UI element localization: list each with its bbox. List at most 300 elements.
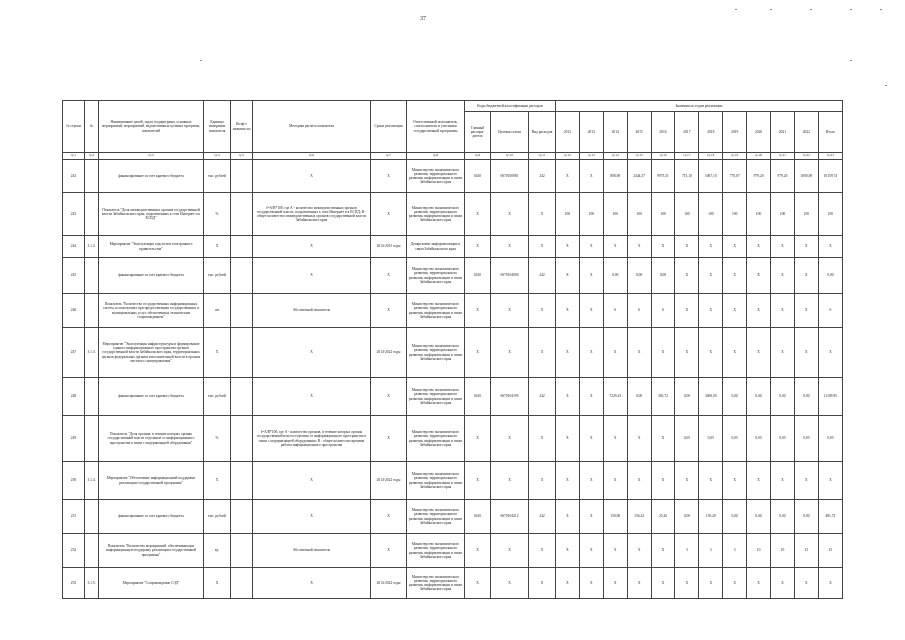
cell-year-value: X bbox=[556, 294, 580, 328]
cell-year-value: X bbox=[699, 236, 723, 258]
cell-term: 2014-2022 годы bbox=[371, 568, 407, 599]
cell-year-value: X bbox=[579, 294, 603, 328]
header-year: 2017 bbox=[675, 112, 699, 153]
cell-year-value: X bbox=[675, 568, 699, 599]
cell-glav: X bbox=[465, 534, 491, 568]
cell-year-value: X bbox=[723, 236, 747, 258]
cell-year-value: X bbox=[818, 328, 842, 378]
cell-n bbox=[85, 160, 99, 193]
header-year: 2022 bbox=[794, 112, 818, 153]
cell-year-value: 100 bbox=[699, 193, 723, 236]
header-term: Сроки реализации bbox=[371, 101, 407, 153]
cell-glav: X bbox=[465, 462, 491, 500]
cell-year-value: X bbox=[556, 378, 580, 416]
table-row bbox=[63, 534, 843, 568]
column-number: гр.22 bbox=[794, 153, 818, 160]
cell-year-value: 11109,95 bbox=[818, 378, 842, 416]
cell-year-value: X bbox=[794, 568, 818, 599]
cell-cs: X bbox=[491, 236, 529, 258]
cell-year-value: 0,00 bbox=[747, 378, 771, 416]
cell-year-value: 0,00 bbox=[818, 258, 842, 294]
cell-n: 3.1.3. bbox=[85, 328, 99, 378]
cell-resp: Министерство экономического развития, территориального развития, информатизации и связи Забайкальского края bbox=[407, 258, 465, 294]
table-row bbox=[63, 160, 843, 193]
cell-glav: X bbox=[465, 294, 491, 328]
cell-year-value: X bbox=[556, 258, 580, 294]
cell-vr: X bbox=[529, 462, 556, 500]
cell-year-value: 3 bbox=[723, 534, 747, 568]
cell-year-value: 10 bbox=[771, 534, 795, 568]
cell-year-value: 0,00 bbox=[723, 500, 747, 534]
cell-year-value: X bbox=[579, 328, 603, 378]
cell-cs: X bbox=[491, 193, 529, 236]
cell-glav: 0410 bbox=[465, 258, 491, 294]
cell-year-value: X bbox=[579, 568, 603, 599]
cell-year-value: 0,00 bbox=[771, 378, 795, 416]
cell-coef bbox=[231, 258, 253, 294]
cell-coef bbox=[231, 160, 253, 193]
cell-coef bbox=[231, 236, 253, 258]
cell-unit: % bbox=[204, 416, 231, 462]
cell-year-value: X bbox=[651, 328, 675, 378]
cell-method: X bbox=[253, 500, 371, 534]
cell-vr: 242 bbox=[529, 500, 556, 534]
cell-no: 246 bbox=[63, 294, 85, 328]
cell-year-value: 3 bbox=[675, 534, 699, 568]
cell-year-value: X bbox=[723, 568, 747, 599]
cell-method: X bbox=[253, 328, 371, 378]
cell-unit: шт bbox=[204, 294, 231, 328]
cell-vr: X bbox=[529, 534, 556, 568]
cell-year-value: 6 bbox=[651, 294, 675, 328]
column-number: гр.2 bbox=[85, 153, 99, 160]
column-number: гр.17 bbox=[675, 153, 699, 160]
cell-coef bbox=[231, 416, 253, 462]
cell-year-value: X bbox=[771, 328, 795, 378]
cell-year-value: X bbox=[818, 236, 842, 258]
cell-year-value: 808,00 bbox=[603, 160, 627, 193]
cell-year-value: X bbox=[603, 568, 627, 599]
cell-year-value: X bbox=[651, 534, 675, 568]
column-number: гр.4 bbox=[204, 153, 231, 160]
cell-year-value: 9975,51 bbox=[651, 160, 675, 193]
cell-year-value: X bbox=[651, 568, 675, 599]
cell-year-value: X bbox=[603, 462, 627, 500]
column-number: гр.5 bbox=[231, 153, 253, 160]
column-number: гр.14 bbox=[603, 153, 627, 160]
header-year: 2014 bbox=[603, 112, 627, 153]
column-number: гр.23 bbox=[818, 153, 842, 160]
cell-year-value: X bbox=[771, 236, 795, 258]
cell-year-value: X bbox=[699, 294, 723, 328]
cell-year-value: X bbox=[603, 236, 627, 258]
cell-coef bbox=[231, 462, 253, 500]
cell-name: Мероприятие "Сопровождение СЭД" bbox=[99, 568, 204, 599]
cell-year-value: X bbox=[723, 294, 747, 328]
cell-unit: ед. bbox=[204, 534, 231, 568]
column-number: гр.15 bbox=[627, 153, 651, 160]
column-number: гр.11 bbox=[529, 153, 556, 160]
cell-year-value: 100 bbox=[723, 193, 747, 236]
cell-glav: X bbox=[465, 416, 491, 462]
cell-year-value: X bbox=[794, 462, 818, 500]
cell-year-value: X bbox=[556, 160, 580, 193]
cell-year-value: X bbox=[627, 416, 651, 462]
cell-n: 3.1.5. bbox=[85, 568, 99, 599]
cell-glav: X bbox=[465, 193, 491, 236]
cell-year-value: 7229,23 bbox=[603, 378, 627, 416]
cell-year-value: 100 bbox=[651, 193, 675, 236]
cell-term: X bbox=[371, 416, 407, 462]
cell-name: Мероприятие "Эксплуатация подсистем электронного правительства" bbox=[99, 236, 204, 258]
cell-year-value: X bbox=[675, 328, 699, 378]
cell-year-value: X bbox=[794, 328, 818, 378]
cell-no: 248 bbox=[63, 378, 85, 416]
cell-year-value: X bbox=[556, 328, 580, 378]
column-number: гр.9 bbox=[465, 153, 491, 160]
cell-year-value: 3400,00 bbox=[699, 378, 723, 416]
header-year: 2019 bbox=[723, 112, 747, 153]
cell-n bbox=[85, 534, 99, 568]
cell-vr: 242 bbox=[529, 160, 556, 193]
cell-method: Абсолютный показатель bbox=[253, 534, 371, 568]
cell-year-value: X bbox=[579, 258, 603, 294]
cell-unit: X bbox=[204, 462, 231, 500]
cell-year-value: 10159,74 bbox=[818, 160, 842, 193]
cell-year-value: 0,00 bbox=[747, 500, 771, 534]
cell-year-value: X bbox=[771, 258, 795, 294]
cell-unit: X bbox=[204, 328, 231, 378]
cell-method: X bbox=[253, 378, 371, 416]
cell-n: 3.1.4. bbox=[85, 462, 99, 500]
cell-term: X bbox=[371, 160, 407, 193]
cell-n bbox=[85, 258, 99, 294]
cell-year-value: 0,05 bbox=[675, 416, 699, 462]
cell-year-value: X bbox=[675, 258, 699, 294]
cell-year-value: 0,00 bbox=[675, 378, 699, 416]
cell-vr: 242 bbox=[529, 258, 556, 294]
cell-cs: X bbox=[491, 328, 529, 378]
cell-method: I=A/B*100, где А - количество органов, в течение которых органы государственной власти отделены от информационного пространства в связи с модернизацией оборудования; В - общее количество времени работы информационного пространства bbox=[253, 416, 371, 462]
cell-n bbox=[85, 378, 99, 416]
cell-year-value: X bbox=[771, 462, 795, 500]
cell-year-value: X bbox=[579, 160, 603, 193]
cell-unit: % bbox=[204, 193, 231, 236]
cell-year-value: X bbox=[723, 462, 747, 500]
header-responsible: Ответственный исполнитель, соисполнитель и участники государственной программы bbox=[407, 101, 465, 153]
cell-year-value: X bbox=[579, 378, 603, 416]
cell-n bbox=[85, 500, 99, 534]
cell-glav: X bbox=[465, 568, 491, 599]
cell-year-value: X bbox=[747, 294, 771, 328]
cell-year-value: 0,05 bbox=[771, 416, 795, 462]
cell-year-value: 15 bbox=[794, 534, 818, 568]
cell-no: 244 bbox=[63, 236, 85, 258]
cell-year-value: X bbox=[747, 568, 771, 599]
cell-year-value: X bbox=[627, 328, 651, 378]
cell-term: X bbox=[371, 378, 407, 416]
header-codes-group: Коды бюджетной классификации расходов bbox=[465, 101, 556, 112]
program-table bbox=[62, 100, 843, 599]
cell-term: 2014-2015 годы bbox=[371, 236, 407, 258]
cell-no: 243 bbox=[63, 160, 85, 193]
cell-resp: Министерство экономического развития, территориального развития, информатизации и связи Забайкальского края bbox=[407, 193, 465, 236]
cell-no: 251 bbox=[63, 500, 85, 534]
cell-method: Абсолютный показатель bbox=[253, 294, 371, 328]
cell-year-value: 0,05 bbox=[747, 416, 771, 462]
cell-term: X bbox=[371, 258, 407, 294]
header-year: 2015 bbox=[627, 112, 651, 153]
header-year: 2016 bbox=[651, 112, 675, 153]
cell-vr: X bbox=[529, 416, 556, 462]
cell-year-value: 0,00 bbox=[675, 500, 699, 534]
cell-year-value: 3 bbox=[699, 534, 723, 568]
cell-year-value: X bbox=[747, 258, 771, 294]
cell-year-value: X bbox=[747, 236, 771, 258]
column-number: гр.16 bbox=[651, 153, 675, 160]
cell-method: X bbox=[253, 160, 371, 193]
cell-method: X bbox=[253, 462, 371, 500]
cell-n bbox=[85, 416, 99, 462]
table-row bbox=[63, 193, 843, 236]
column-number: гр.20 bbox=[747, 153, 771, 160]
cell-year-value: X bbox=[723, 258, 747, 294]
cell-resp: Министерство экономического развития, территориального развития, информатизации и связи Забайкальского края bbox=[407, 500, 465, 534]
cell-year-value: X bbox=[556, 416, 580, 462]
cell-coef bbox=[231, 294, 253, 328]
table-row bbox=[63, 378, 843, 416]
cell-vr: 242 bbox=[529, 378, 556, 416]
cell-year-value: 100 bbox=[794, 193, 818, 236]
cell-year-value: 0,00 bbox=[723, 378, 747, 416]
header-year: 2021 bbox=[771, 112, 795, 153]
cell-year-value: 100 bbox=[818, 193, 842, 236]
cell-year-value: 0,05 bbox=[794, 416, 818, 462]
header-year: 2013 bbox=[579, 112, 603, 153]
header-name: Наименование целей, задач, подпрограмм, основных мероприятий, мероприятий, ведомственных целевых программ, показателей bbox=[99, 101, 204, 153]
cell-cs: X bbox=[491, 294, 529, 328]
cell-cs: X bbox=[491, 568, 529, 599]
cell-coef bbox=[231, 378, 253, 416]
header-year: 2018 bbox=[699, 112, 723, 153]
column-number: гр.8 bbox=[407, 153, 465, 160]
cell-name: Показатель "Количество государственных информационных систем, используемых при предоставлении государственных и муниципальных услуг, обеспеченных техническим сопровождением" bbox=[99, 294, 204, 328]
column-number: гр.21 bbox=[771, 153, 795, 160]
cell-year-value: X bbox=[579, 416, 603, 462]
cell-year-value: X bbox=[771, 568, 795, 599]
cell-year-value: 0,00 bbox=[794, 378, 818, 416]
cell-unit: X bbox=[204, 568, 231, 599]
cell-name: финансирование за счет краевого бюджета bbox=[99, 160, 204, 193]
header-n: № bbox=[85, 101, 99, 153]
cell-resp: Министерство экономического развития, территориального развития, информатизации и связи Забайкальского края bbox=[407, 416, 465, 462]
cell-term: X bbox=[371, 534, 407, 568]
column-number: гр.13 bbox=[579, 153, 603, 160]
cell-year-value: 0,00 bbox=[627, 378, 651, 416]
cell-year-value: X bbox=[556, 462, 580, 500]
cell-year-value: 100 bbox=[771, 193, 795, 236]
cell-year-value: 0,00 bbox=[794, 500, 818, 534]
cell-unit: тыс. рублей bbox=[204, 160, 231, 193]
cell-year-value: 100 bbox=[556, 193, 580, 236]
cell-method: X bbox=[253, 258, 371, 294]
header-years-group: Значения по годам реализации bbox=[556, 101, 843, 112]
cell-year-value: X bbox=[699, 258, 723, 294]
cell-name: Мероприятие "Эксплуатация инфраструктуры и формирование единого информационного пространства органов государственной власти Забайкальского края, территориальных органов федеральных органов исполнительной власти в органах местного самоуправления" bbox=[99, 328, 204, 378]
cell-name: финансирование за счет краевого бюджета bbox=[99, 378, 204, 416]
cell-no: 250 bbox=[63, 462, 85, 500]
cell-year-value: X bbox=[651, 462, 675, 500]
table-row bbox=[63, 258, 843, 294]
cell-no: 245 bbox=[63, 258, 85, 294]
cell-year-value: X bbox=[556, 534, 580, 568]
cell-cs: 0670104212 bbox=[491, 500, 529, 534]
cell-year-value: X bbox=[818, 568, 842, 599]
header-year: 2012 bbox=[556, 112, 580, 153]
cell-year-value: 6 bbox=[627, 294, 651, 328]
cell-year-value: 979,20 bbox=[771, 160, 795, 193]
cell-year-value: X bbox=[556, 568, 580, 599]
cell-year-value: X bbox=[818, 462, 842, 500]
column-number: гр.12 bbox=[556, 153, 580, 160]
cell-cs: X bbox=[491, 462, 529, 500]
cell-year-value: 100 bbox=[579, 193, 603, 236]
cell-term: 2014-2022 годы bbox=[371, 328, 407, 378]
cell-year-value: X bbox=[556, 236, 580, 258]
cell-unit: X bbox=[204, 236, 231, 258]
cell-year-value: X bbox=[699, 328, 723, 378]
cell-no: 247 bbox=[63, 328, 85, 378]
header-code-cs: Целевая статья bbox=[491, 112, 529, 153]
cell-resp: Министерство экономического развития, территориального развития, информатизации и связи Забайкальского края bbox=[407, 568, 465, 599]
cell-cs: 0670104195 bbox=[491, 378, 529, 416]
cell-coef bbox=[231, 534, 253, 568]
cell-method: I=A/B*100, где А - количество межведомственных органов государственной власти, подключенных к сети Интернет и к ЕСПД; В - общее количество межведомственных органов государственной власти Забайкальского края bbox=[253, 193, 371, 236]
header-code-glav: Главный распоря- дитель bbox=[465, 112, 491, 153]
cell-unit: тыс. рублей bbox=[204, 258, 231, 294]
cell-unit: тыс. рублей bbox=[204, 500, 231, 534]
cell-year-value: X bbox=[651, 236, 675, 258]
cell-year-value: X bbox=[579, 534, 603, 568]
cell-unit: тыс. рублей bbox=[204, 378, 231, 416]
cell-year-value: 0,05 bbox=[699, 416, 723, 462]
cell-no: 252 bbox=[63, 534, 85, 568]
cell-glav: 0410 bbox=[465, 500, 491, 534]
cell-cs: X bbox=[491, 416, 529, 462]
cell-no: 243 bbox=[63, 193, 85, 236]
cell-vr: X bbox=[529, 193, 556, 236]
cell-year-value: 10 bbox=[747, 534, 771, 568]
header-unit: Единица измерения показателя bbox=[204, 101, 231, 153]
cell-year-value: 0,00 bbox=[603, 258, 627, 294]
table-row bbox=[63, 236, 843, 258]
header-method: Методика расчета показателя bbox=[253, 101, 371, 153]
column-number: гр.19 bbox=[723, 153, 747, 160]
cell-resp: Министерство экономического развития, территориального развития, информатизации и связи Забайкальского края bbox=[407, 534, 465, 568]
column-number: гр.1 bbox=[63, 153, 85, 160]
cell-year-value: X bbox=[556, 500, 580, 534]
cell-vr: X bbox=[529, 294, 556, 328]
cell-resp: Министерство экономического развития, территориального развития, информатизации и связи Забайкальского края bbox=[407, 378, 465, 416]
cell-year-value: X bbox=[675, 462, 699, 500]
cell-term: X bbox=[371, 294, 407, 328]
cell-coef bbox=[231, 568, 253, 599]
cell-year-value: 0,00 bbox=[771, 500, 795, 534]
cell-term: X bbox=[371, 500, 407, 534]
table-row bbox=[63, 568, 843, 599]
table-row bbox=[63, 500, 843, 534]
cell-year-value: 100 bbox=[675, 193, 699, 236]
table-row bbox=[63, 328, 843, 378]
cell-name: Мероприятие "Обеспечение информационной поддержки реализации государственной программы" bbox=[99, 462, 204, 500]
cell-year-value: 0,05 bbox=[818, 416, 842, 462]
cell-name: Показатель "Доля межведомственных органов государственной власти Забайкальского края, подключенных к сети Интернет и к ЕСПД" bbox=[99, 193, 204, 236]
cell-cs: 0670104000 bbox=[491, 258, 529, 294]
cell-no: 249 bbox=[63, 416, 85, 462]
cell-year-value: X bbox=[603, 328, 627, 378]
cell-year-value: X bbox=[627, 462, 651, 500]
cell-glav: 0410 bbox=[465, 160, 491, 193]
cell-year-value: X bbox=[675, 294, 699, 328]
cell-vr: X bbox=[529, 236, 556, 258]
cell-term: 2014-2022 годы bbox=[371, 462, 407, 500]
column-number: гр.18 bbox=[699, 153, 723, 160]
cell-vr: X bbox=[529, 328, 556, 378]
cell-year-value: 1000,00 bbox=[794, 160, 818, 193]
cell-resp: Министерство экономического развития, территориального развития, информатизации и связи Забайкальского края bbox=[407, 294, 465, 328]
cell-year-value: X bbox=[723, 328, 747, 378]
cell-year-value: X bbox=[675, 236, 699, 258]
cell-method: X bbox=[253, 568, 371, 599]
header-year: 2020 bbox=[747, 112, 771, 153]
cell-year-value: 1067,10 bbox=[699, 160, 723, 193]
cell-year-value: X bbox=[794, 258, 818, 294]
cell-coef bbox=[231, 328, 253, 378]
cell-n bbox=[85, 294, 99, 328]
cell-resp: Департамент информатизации и связи Забайкальского края bbox=[407, 236, 465, 258]
cell-year-value: 0,00 bbox=[627, 258, 651, 294]
page-number: 37 bbox=[420, 16, 426, 22]
cell-n bbox=[85, 193, 99, 236]
cell-coef bbox=[231, 193, 253, 236]
cell-year-value: 6 bbox=[603, 294, 627, 328]
cell-n: 3.1.2. bbox=[85, 236, 99, 258]
cell-year-value: 100 bbox=[747, 193, 771, 236]
cell-name: Показатель "Доля органов, в течение которых органы государственной власти отдельные от информационного пространства в связи с модернизацией оборудования" bbox=[99, 416, 204, 462]
cell-name: финансирование за счет краевого бюджета bbox=[99, 500, 204, 534]
cell-year-value: 156,32 bbox=[627, 500, 651, 534]
cell-year-value: 6 bbox=[818, 294, 842, 328]
cell-year-value: X bbox=[627, 568, 651, 599]
cell-year-value: X bbox=[771, 294, 795, 328]
header-coef: Коэф-т значимости bbox=[231, 101, 253, 153]
cell-year-value: 770,07 bbox=[723, 160, 747, 193]
cell-year-value: 365,72 bbox=[651, 378, 675, 416]
cell-year-value: 0,00 bbox=[651, 258, 675, 294]
table-row bbox=[63, 294, 843, 328]
cell-year-value: 150,20 bbox=[699, 500, 723, 534]
cell-glav: X bbox=[465, 328, 491, 378]
column-number-row bbox=[63, 153, 843, 160]
cell-resp: Министерство экономического развития, территориального развития, информатизации и связи Забайкальского края bbox=[407, 462, 465, 500]
cell-resp: Министерство экономического развития, территориального развития, информатизации и связи Забайкальского края bbox=[407, 160, 465, 193]
cell-year-value: X bbox=[794, 236, 818, 258]
cell-term: X bbox=[371, 193, 407, 236]
cell-year-value: 715,10 bbox=[675, 160, 699, 193]
cell-year-value: 100 bbox=[603, 193, 627, 236]
cell-glav: X bbox=[465, 236, 491, 258]
cell-coef bbox=[231, 500, 253, 534]
